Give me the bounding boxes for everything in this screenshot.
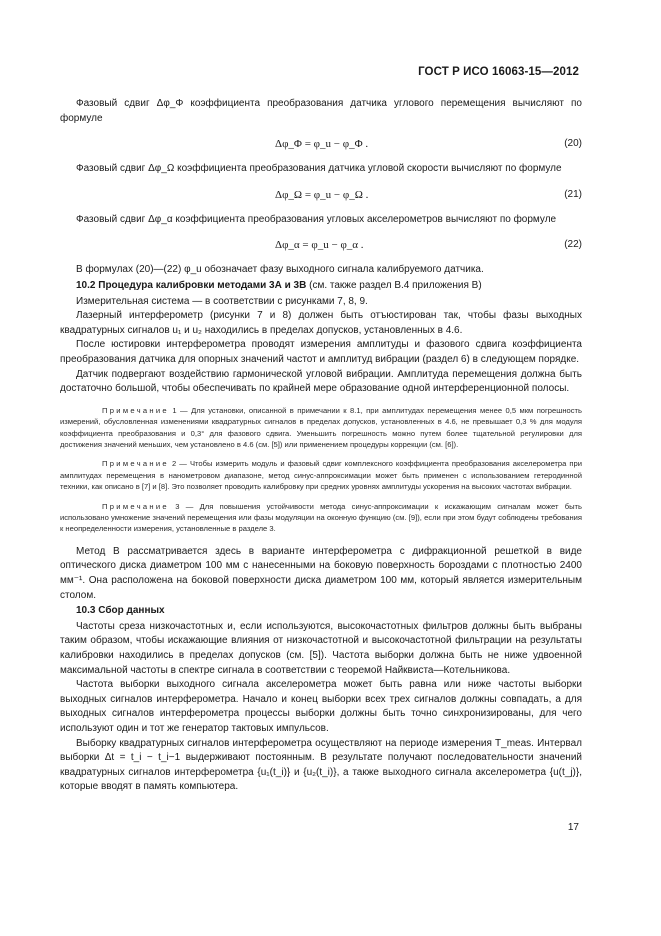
document-body (60, 97, 582, 795)
formula-expression: Δφ_Φ = φ_u − φ_Φ . (275, 138, 369, 151)
paragraph: После юстировки интерферометра проводят измерения амплитуды и фазового сдвига коэффициента преобразования датчика для опорных значений частот и амплитуд вибрации (раздел 6) в следующем порядке. (60, 339, 582, 365)
section-title: Сбор данных (98, 605, 165, 617)
paragraph: Лазерный интерферометр (рисунки 7 и 8) должен быть отъюстирован так, чтобы фазы выходных квадратурных сигналов u₁ и u₂ находились в пределах допусков, установленных в 4.6. (60, 310, 582, 336)
note-text: 2 — Чтобы измерить модуль и фазовый сдвиг комплексного коэффициента преобразования акселерометра при амплитудах перемещения в нанометровом диапазоне, метод синус-аппроксимации может быть применен с использованием гетеродинной техники, как описано в [7] и [8]. Это позволяет проводить калибровку при средних уровнях амплитуды ускорения на высоких частотах вибрации. (60, 459, 582, 492)
note (60, 501, 582, 535)
formula-number: (20) (564, 138, 582, 150)
note (60, 458, 582, 492)
paragraph: Фазовый сдвиг Δφ_Ω коэффициента преобразования датчика угловой скорости вычисляют по формуле (76, 163, 562, 175)
section-number: 10.3 (76, 605, 96, 617)
page-number: 17 (567, 822, 579, 833)
formula-line (60, 136, 582, 154)
note-label: Примечание (102, 459, 169, 469)
paragraph: Фазовый сдвиг Δφ_Φ коэффициента преобразования датчика углового перемещения вычисляют по формуле (60, 98, 582, 124)
paragraph: Фазовый сдвиг Δφ_α коэффициента преобразования угловых акселерометров вычисляют по формуле (76, 213, 557, 225)
section-number: 10.2 (76, 279, 96, 291)
paragraph: Метод В рассматривается здесь в варианте интерферометра с дифракционной решеткой в виде оптического диска диаметром 100 мм с нанесенными на боковую поверхность бороздами с плотностью 2400 мм⁻¹. Она расположена на боковой поверхности диска диаметром 100 мм, который является измерительным столом. (60, 545, 582, 601)
note-text: 1 — Для установки, описанной в примечании к 8.1, при амплитудах перемещения менее 0,5 мкм погрешность измерений, обусловленная изменениями квадратурных сигналов в пределах допусков, установленных в 4.6, не превышает 0,3 % для модуля коэффициента преобразования и 0,3° для фазового сдвига. Уменьшить погрешность можно путем более тщательной регулировки для достижения значений меньших, чем установлено в 4.6 (см. [5]) или применением процедуры коррекции (см. [6]). (60, 405, 582, 449)
formula-line (60, 237, 582, 255)
section-title: Процедура калибровки методами 3А и 3В (98, 279, 307, 291)
section-heading (60, 604, 582, 619)
formula-number: (21) (564, 188, 582, 200)
paragraph: Выборку квадратурных сигналов интерферометра осуществляют на периоде измерения T_meas. Интервал выборки Δt = t_i − t_i−1 выдерживают постоянным. В результате получают последовательности значений квадратурных сигналов интерферометра {u₁(t_i)} и {u₂(t_i)}, а также выходного сигнала акселерометра {u(t_j)}, которые вводят в память компьютера. (60, 737, 582, 793)
note (60, 405, 582, 451)
paragraph: Частота выборки выходного сигнала акселерометра может быть равна или ниже частоты выборки выходных сигналов интерферометра. Начало и конец выборки всех трех сигналов должны совпадать, а для выходных сигналов интерферометра процессы выборки должны быть точно синхронизированы, для чего используют один и тот же генератор тактовых импульсов. (60, 679, 582, 734)
section-reference: (см. также раздел В.4 приложения В) (309, 279, 482, 291)
paragraph: Частоты среза низкочастотных и, если используются, высокочастотных фильтров должны быть выбраны таким образом, чтобы искажающие влияния от низкочастотной и высокочастотной фильтрации на результаты калибровки находились в пределах допусков (см. [5]). Частота выборки должна быть не ниже удвоенной максимальной частоты в спектре сигнала в соответствии с теоремой Найквиста—Котельникова. (60, 620, 582, 676)
section-heading (60, 279, 582, 294)
note-label: Примечание (102, 501, 169, 511)
formula-number: (22) (564, 239, 582, 251)
standard-code-header: ГОСТ Р ИСО 16063-15—2012 (418, 66, 579, 78)
formula-line (60, 187, 582, 205)
paragraph: Датчик подвергают воздействию гармонической угловой вибрации. Амплитуда перемещения должна быть достаточно большой, чтобы обеспечивать по крайней мере образование одной интерференционной полосы. (60, 368, 582, 395)
formula-expression: Δφ_Ω = φ_u − φ_Ω . (275, 188, 369, 201)
note-text: 3 — Для повышения устойчивости метода синус-аппроксимации к искажающим сигналам может быть использовано умножение значений перемещения или фазы модуляции на оконную функцию (см. [9]), если при этом будут соблюдены требования к неопределенности измерения, установленные в разделе 3. (60, 501, 582, 534)
paragraph: Измерительная система — в соответствии с рисунками 7, 8, 9. (76, 295, 368, 307)
paragraph: В формулах (20)—(22) φ_u обозначает фазу выходного сигнала калибруемого датчика. (76, 264, 484, 276)
formula-expression: Δφ_α = φ_u − φ_α . (275, 239, 364, 252)
note-label: Примечание (102, 405, 169, 415)
